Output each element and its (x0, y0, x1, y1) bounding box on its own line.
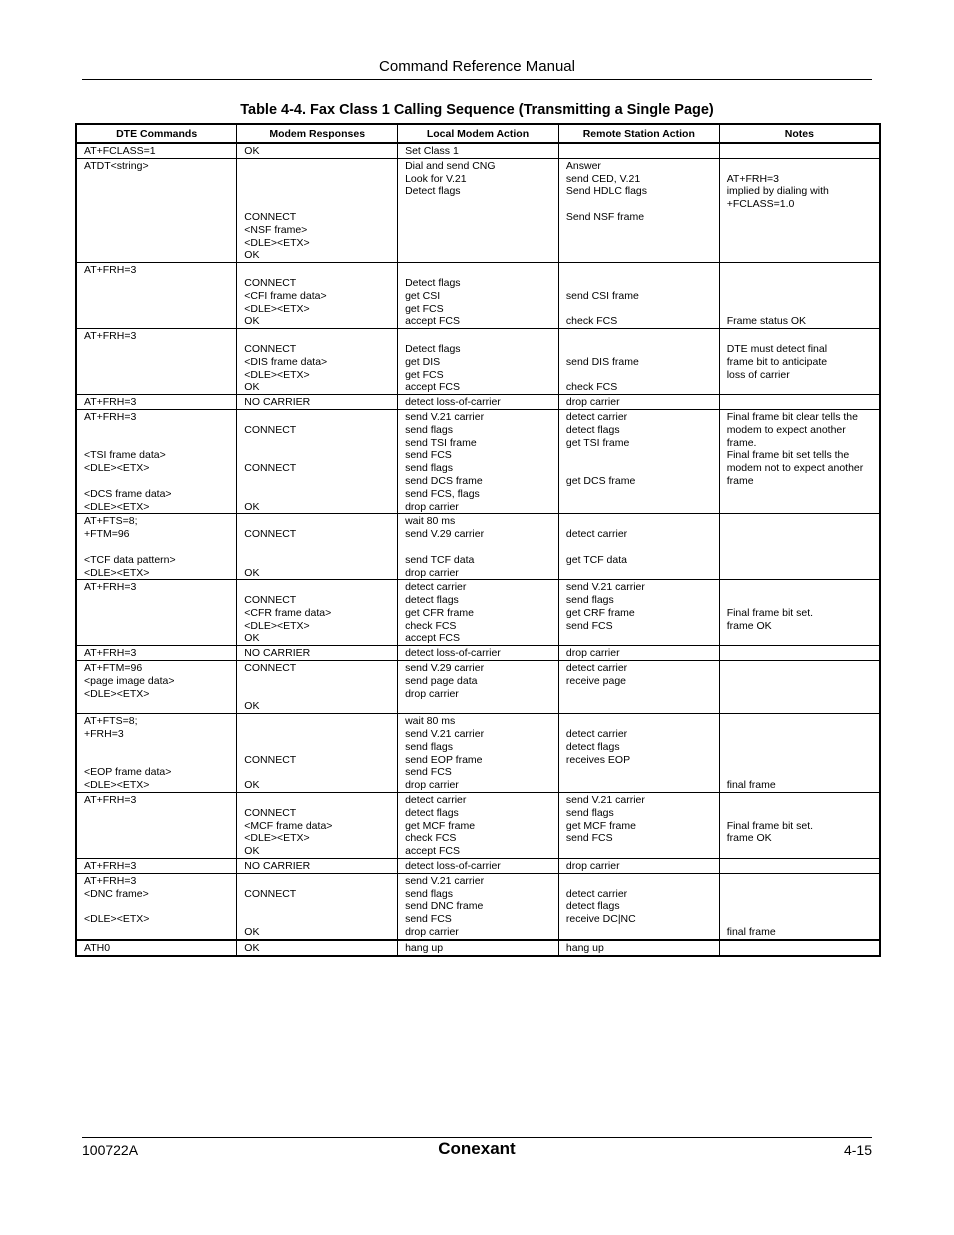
table-cell: send CSI frame check FCS (558, 263, 719, 329)
table-cell: AT+FRH=3 (76, 859, 237, 874)
table-row (76, 859, 880, 874)
table-cell: Final frame bit set. frame OK (719, 580, 880, 646)
table-cell: CONNECT OK (237, 873, 398, 939)
table-cell: wait 80 ms send V.21 carrier send flags send EOP frame send FCS drop carrier (398, 714, 559, 793)
table-cell: CONNECT OK (237, 714, 398, 793)
table-cell: AT+FTM=96 <page image data> <DLE><ETX> (76, 661, 237, 714)
column-header-remote-station-action: Remote Station Action (558, 124, 719, 143)
footer-page-number: 4-15 (843, 1142, 872, 1158)
table-cell: detect loss-of-carrier (398, 395, 559, 410)
table-cell: detect carrier detect flags get TSI frame get DCS frame (558, 409, 719, 513)
table-cell: CONNECT OK (237, 661, 398, 714)
column-header-modem-responses: Modem Responses (237, 124, 398, 143)
table-cell (558, 143, 719, 158)
table-cell: DTE must detect final frame bit to anticipate loss of carrier (719, 329, 880, 395)
table-row (76, 263, 880, 329)
table-cell: NO CARRIER (237, 395, 398, 410)
table-cell: detect loss-of-carrier (398, 859, 559, 874)
table-cell: send V.21 carrier send flags get MCF frame send FCS (558, 793, 719, 859)
table-cell: Frame status OK (719, 263, 880, 329)
table-cell: AT+FTS=8; +FTM=96 <TCF data pattern> <DLE><ETX> (76, 514, 237, 580)
column-header-dte-commands: DTE Commands (76, 124, 237, 143)
table-cell: CONNECT CONNECT OK (237, 409, 398, 513)
table-cell: Final frame bit clear tells the modem to expect another frame. Final frame bit set tells the modem not to expect another frame (719, 409, 880, 513)
table-cell: detect carrier detect flags get CFR frame check FCS accept FCS (398, 580, 559, 646)
table-cell: final frame (719, 873, 880, 939)
table-cell: send DIS frame check FCS (558, 329, 719, 395)
table-cell: Detect flags get CSI get FCS accept FCS (398, 263, 559, 329)
table-cell: CONNECT <MCF frame data> <DLE><ETX> OK (237, 793, 398, 859)
table-row (76, 580, 880, 646)
table-cell: CONNECT OK (237, 514, 398, 580)
table-cell: wait 80 ms send V.29 carrier send TCF data drop carrier (398, 514, 559, 580)
table-cell: hang up (558, 940, 719, 956)
table-header-row (76, 124, 880, 143)
table-caption: Table 4-4. Fax Class 1 Calling Sequence (Transmitting a Single Page) (240, 102, 714, 118)
table-cell: AT+FTS=8; +FRH=3 <EOP frame data> <DLE><ETX> (76, 714, 237, 793)
table-cell: OK (237, 940, 398, 956)
table-cell: AT+FRH=3 implied by dialing with +FCLASS=1.0 (719, 158, 880, 262)
table-cell: AT+FRH=3 (76, 395, 237, 410)
table-cell: AT+FRH=3 (76, 263, 237, 329)
table-cell: detect carrier detect flags get MCF frame check FCS accept FCS (398, 793, 559, 859)
table-cell: CONNECT <CFR frame data> <DLE><ETX> OK (237, 580, 398, 646)
table-row (76, 661, 880, 714)
table-row (76, 409, 880, 513)
table-cell: send V.29 carrier send page data drop carrier (398, 661, 559, 714)
table-cell (719, 940, 880, 956)
table-cell: drop carrier (558, 395, 719, 410)
table-cell: Answer send CED, V.21 Send HDLC flags Send NSF frame (558, 158, 719, 262)
table-cell: detect carrier get TCF data (558, 514, 719, 580)
table-cell: drop carrier (558, 646, 719, 661)
table-cell: AT+FRH=3 (76, 646, 237, 661)
footer-brand: Conexant (438, 1139, 516, 1158)
table-cell: AT+FRH=3 (76, 580, 237, 646)
table-row (76, 514, 880, 580)
table-cell: AT+FRH=3 <TSI frame data> <DLE><ETX> <DCS frame data> <DLE><ETX> (76, 409, 237, 513)
table-cell: hang up (398, 940, 559, 956)
table-cell: detect carrier detect flags receives EOP (558, 714, 719, 793)
table-cell (719, 646, 880, 661)
table-cell: AT+FCLASS=1 (76, 143, 237, 158)
table-cell (719, 514, 880, 580)
table-cell (719, 395, 880, 410)
table-cell: NO CARRIER (237, 859, 398, 874)
table-cell: CONNECT <CFI frame data> <DLE><ETX> OK (237, 263, 398, 329)
table-cell: AT+FRH=3 (76, 329, 237, 395)
table-cell: OK (237, 143, 398, 158)
column-header-notes: Notes (719, 124, 880, 143)
table-cell: detect carrier detect flags receive DC|NC (558, 873, 719, 939)
table-row (76, 714, 880, 793)
table-body (76, 143, 880, 956)
table-cell (719, 859, 880, 874)
table-row (76, 940, 880, 956)
footer-divider (82, 1137, 872, 1138)
table-cell: AT+FRH=3 (76, 793, 237, 859)
table-cell: Dial and send CNG Look for V.21 Detect flags (398, 158, 559, 262)
table-cell (719, 661, 880, 714)
table-cell: final frame (719, 714, 880, 793)
table-cell: CONNECT <DIS frame data> <DLE><ETX> OK (237, 329, 398, 395)
table-cell: Detect flags get DIS get FCS accept FCS (398, 329, 559, 395)
table-cell: detect carrier receive page (558, 661, 719, 714)
page-header-title: Command Reference Manual (379, 58, 575, 75)
table-cell: NO CARRIER (237, 646, 398, 661)
table-cell: drop carrier (558, 859, 719, 874)
table-cell: ATDT<string> (76, 158, 237, 262)
table-row (76, 143, 880, 158)
table-row (76, 329, 880, 395)
header-divider (82, 79, 872, 80)
table-row (76, 395, 880, 410)
fax-calling-sequence-table (75, 123, 881, 957)
table-cell: CONNECT <NSF frame> <DLE><ETX> OK (237, 158, 398, 262)
table-cell: send V.21 carrier send flags get CRF frame send FCS (558, 580, 719, 646)
table-cell: Set Class 1 (398, 143, 559, 158)
table-cell: send V.21 carrier send flags send DNC frame send FCS drop carrier (398, 873, 559, 939)
table-row (76, 158, 880, 262)
column-header-local-modem-action: Local Modem Action (398, 124, 559, 143)
table-cell: ATH0 (76, 940, 237, 956)
table-row (76, 873, 880, 939)
table-cell: send V.21 carrier send flags send TSI frame send FCS send flags send DCS frame send FCS, flags drop carrier (398, 409, 559, 513)
footer-doc-number: 100722A (82, 1142, 139, 1158)
table-row (76, 646, 880, 661)
table-row (76, 793, 880, 859)
table-cell (719, 143, 880, 158)
table-cell: Final frame bit set. frame OK (719, 793, 880, 859)
table-cell: detect loss-of-carrier (398, 646, 559, 661)
table-cell: AT+FRH=3 <DNC frame> <DLE><ETX> (76, 873, 237, 939)
